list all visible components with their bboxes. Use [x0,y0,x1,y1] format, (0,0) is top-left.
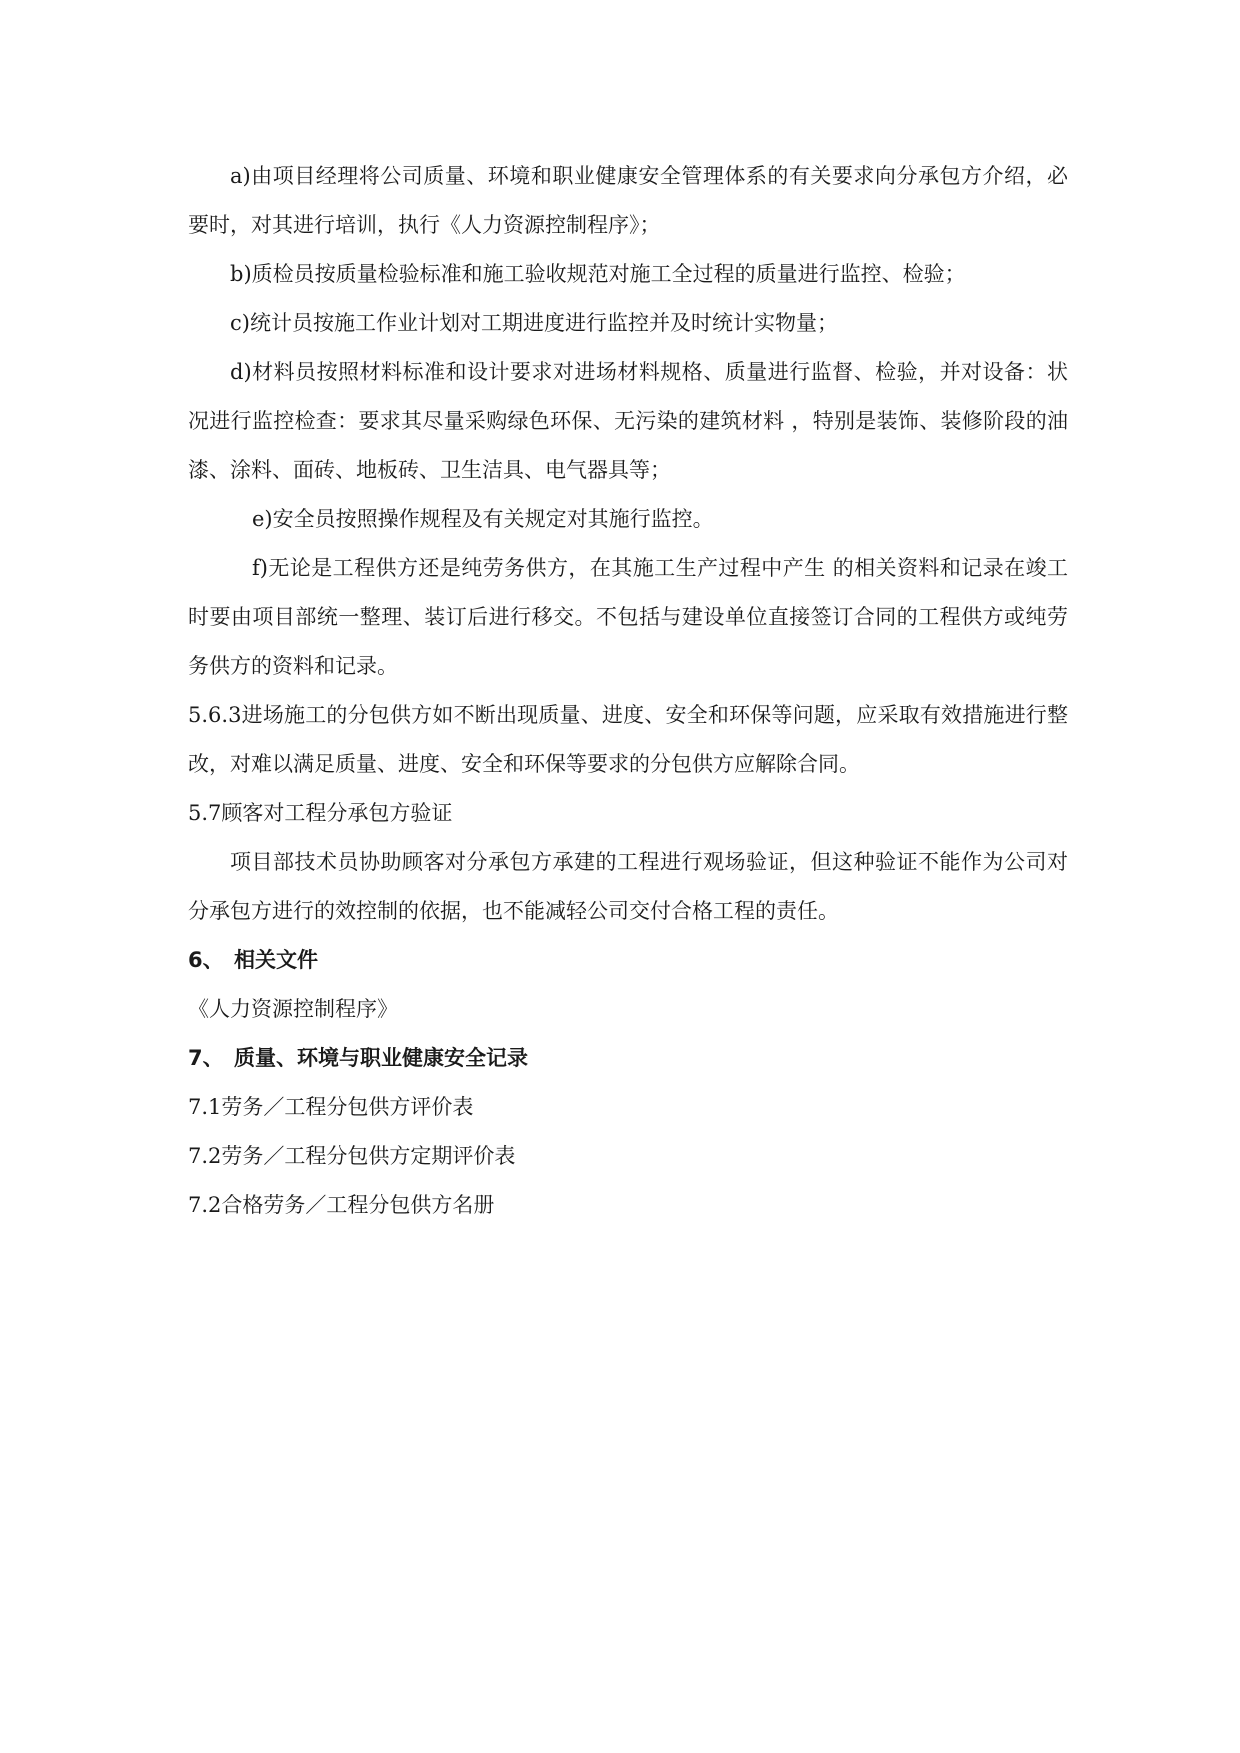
record-item: 7.2劳务／工程分包供方定期评价表 [188,1144,516,1168]
paragraph-5-6-3: 5.6.3进场施工的分包供方如不断出现质量、进度、安全和环保等问题，应采取有效措施进行整改，对难以满足质量、进度、安全和环保等要求的分包供方应解除合同。 [188,703,1068,776]
record-item: 7.2合格劳务／工程分包供方名册 [188,1193,495,1217]
section-6-title: 相关文件 [234,948,318,972]
paragraph-e: e)安全员按照操作规程及有关规定对其施行监控。 [252,507,714,531]
paragraph-f: f)无论是工程供方还是纯劳务供方，在其施工生产过程中产生 的相关资料和记录在竣工时要由项目部统一整理、装订后进行移交。不包括与建设单位直接签订合同的工程供方或纯劳务供方的资料和记录。 [188,556,1068,678]
section-7-number: 7、 [188,1046,224,1070]
section-5-7-title: 5.7顾客对工程分承包方验证 [188,801,453,825]
section-7-heading [188,1034,1068,1083]
section-6-number: 6、 [188,948,224,972]
paragraph-c: c)统计员按施工作业计划对工期进度进行监控并及时统计实物量； [230,311,838,335]
document-body [188,152,1068,1230]
paragraph-b: b)质检员按质量检验标准和施工验收规范对施工全过程的质量进行监控、检验； [230,262,966,286]
section-6-item: 《人力资源控制程序》 [188,997,398,1021]
section-6-heading [188,936,1068,985]
record-item: 7.1劳务／工程分包供方评价表 [188,1095,474,1119]
section-5-7-body: 项目部技术员协助顾客对分承包方承建的工程进行观场验证，但这种验证不能作为公司对分承包方进行的效控制的依据，也不能减轻公司交付合格工程的责任。 [188,850,1068,923]
section-7-title: 质量、环境与职业健康安全记录 [234,1046,528,1070]
paragraph-d: d)材料员按照材料标准和设计要求对进场材料规格、质量进行监督、检验，并对设备：状况进行监控检查：要求其尽量采购绿色环保、无污染的建筑材料 ，特别是装饰、装修阶段的油漆、涂料、面砖、地板砖、卫生洁具、电气器具等； [188,360,1068,482]
paragraph-a: a)由项目经理将公司质量、环境和职业健康安全管理体系的有关要求向分承包方介绍，必要时，对其进行培训，执行《人力资源控制程序》； [188,164,1068,237]
